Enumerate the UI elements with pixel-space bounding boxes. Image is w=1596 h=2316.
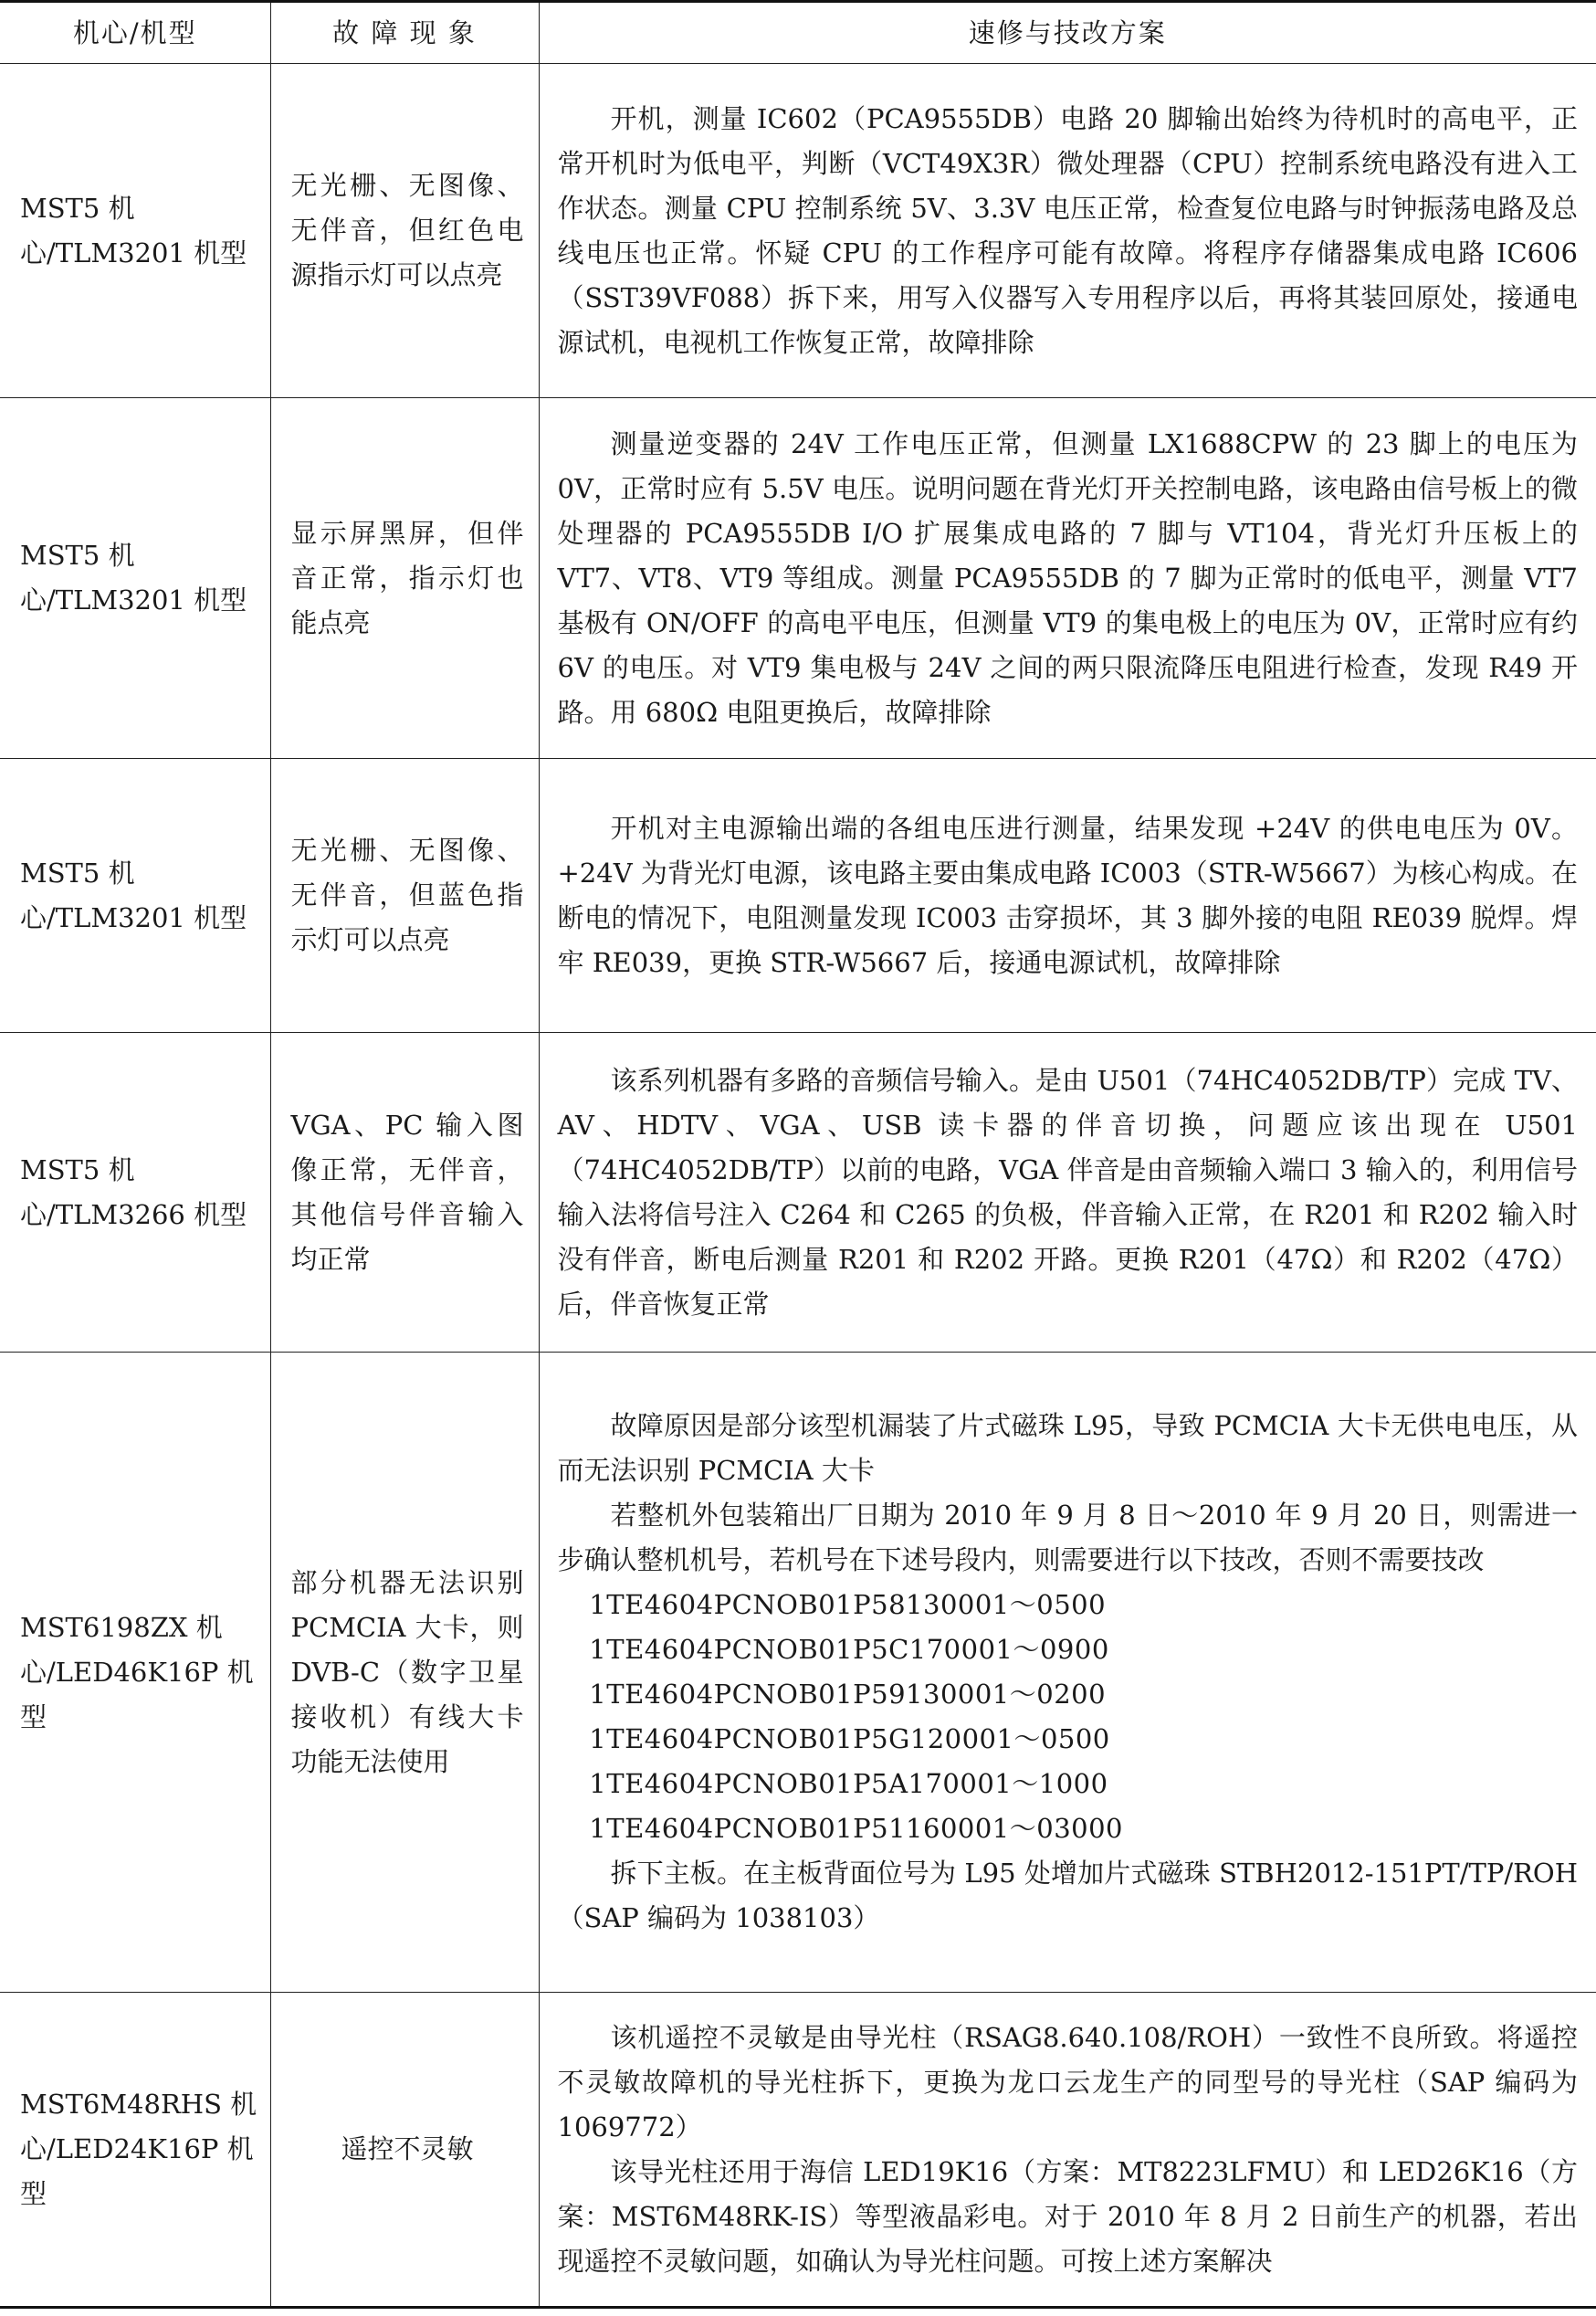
solution-paragraph: 测量逆变器的 24V 工作电压正常，但测量 LX1688CPW 的 23 脚上的电压为 0V，正常时应有 5.5V 电压。说明问题在背光灯开关控制电路，该电路由信号板上的微处理器的 PCA9555DB I/O 扩展集成电路的 7 脚与 VT104，背光灯升压板上的 VT7、VT8、VT9 等组成。测量 PCA9555DB 的 7 脚为正常时的低电平，测量 VT7 基极有 ON/OFF 的高电平电压，但测量 VT9 的集电极上的电压为 0V，正常时应有约 6V 的电压。对 VT9 集电极与 24V 之间的两只限流降压电阻进行检查，发现 R49 开路。用 680Ω 电阻更换后，故障排除 [557, 427, 1578, 728]
model-cell: MST6198ZX 机心/LED46K16P 机型 [0, 1353, 270, 1993]
solution-paragraph: 拆下主板。在主板背面位号为 L95 处增加片式磁珠 STBH2012-151PT/TP/ROH（SAP 编码为 1038103） [557, 1858, 1578, 1933]
solution-paragraph: 开机对主电源输出端的各组电压进行测量，结果发现 +24V 的供电电压为 0V。+24V 为背光灯电源，该电路主要由集成电路 IC003（STR-W5667）为核心构成。在断电的情况下，电阻测量发现 IC003 击穿损坏，其 3 脚外接的电阻 RE039 脱焊。焊牢 RE039，更换 STR-W5667 后，接通电源试机，故障排除 [557, 812, 1578, 978]
solution-paragraph: 该系列机器有多路的音频信号输入。是由 U501（74HC4052DB/TP）完成 TV、AV、HDTV、VGA、USB 读卡器的伴音切换，问题应该出现在 U501（74HC4052DB/TP）以前的电路，VGA 伴音是由音频输入端口 3 输入的，利用信号输入法将信号注入 C264 和 C265 的负极，伴音输入正常，在 R201 和 R202 输入时没有伴音，断电后测量 R201 和 R202 开路。更换 R201（47Ω）和 R202（47Ω）后，伴音恢复正常 [557, 1064, 1578, 1320]
table-row [0, 1353, 1596, 1993]
model-cell: MST5 机心/TLM3201 机型 [0, 64, 270, 398]
table-row [0, 1993, 1596, 2308]
table-row [0, 398, 1596, 759]
fault-cell: 遥控不灵敏 [270, 1993, 539, 2308]
fault-cell: 显示屏黑屏，但伴音正常，指示灯也能点亮 [270, 398, 539, 759]
header-solution: 速修与技改方案 [539, 2, 1596, 64]
solution-cell [539, 398, 1596, 759]
solution-paragraph: 故障原因是部分该型机漏装了片式磁珠 L95，导致 PCMCIA 大卡无供电电压，从而无法识别 PCMCIA 大卡 [557, 1410, 1578, 1486]
solution-cell [539, 1353, 1596, 1993]
serial-range: 1TE4604PCNOB01P5C170001～0900 [589, 1634, 1109, 1665]
serial-range: 1TE4604PCNOB01P5G120001～0500 [589, 1723, 1110, 1754]
solution-paragraph: 开机，测量 IC602（PCA9555DB）电路 20 脚输出始终为待机时的高电平，正常开机时为低电平，判断（VCT49X3R）微处理器（CPU）控制系统电路没有进入工作状态。测量 CPU 控制系统 5V、3.3V 电压正常，检查复位电路与时钟振荡电路及总线电压也正常。怀疑 CPU 的工作程序可能有故障。将程序存储器集成电路 IC606（SST39VF088）拆下来，用写入仪器写入专用程序以后，再将其装回原处，接通电源试机，电视机工作恢复正常，故障排除 [557, 102, 1578, 358]
solution-paragraph: 该导光柱还用于海信 LED19K16（方案：MT8223LFMU）和 LED26K16（方案：MST6M48RK-IS）等型液晶彩电。对于 2010 年 8 月 2 日前生产的机器，若出现遥控不灵敏问题，如确认为导光柱问题。可按上述方案解决 [557, 2155, 1578, 2277]
header-fault: 故 障 现 象 [270, 2, 539, 64]
table-header-row [0, 2, 1596, 64]
fault-cell: 无光栅、无图像、无伴音，但蓝色指示灯可以点亮 [270, 759, 539, 1033]
serial-range: 1TE4604PCNOB01P5A170001～1000 [589, 1768, 1108, 1799]
solution-cell [539, 1033, 1596, 1353]
serial-range: 1TE4604PCNOB01P58130001～0500 [589, 1589, 1107, 1620]
serial-range: 1TE4604PCNOB01P59130001～0200 [589, 1679, 1107, 1710]
fault-cell: 无光栅、无图像、无伴音，但红色电源指示灯可以点亮 [270, 64, 539, 398]
serial-range: 1TE4604PCNOB01P51160001～03000 [589, 1813, 1123, 1844]
model-cell: MST5 机心/TLM3266 机型 [0, 1033, 270, 1353]
solution-cell [539, 64, 1596, 398]
table-row [0, 1033, 1596, 1353]
header-model: 机心/机型 [0, 2, 270, 64]
solution-paragraph: 若整机外包装箱出厂日期为 2010 年 9 月 8 日～2010 年 9 月 20 日，则需进一步确认整机机号，若机号在下述号段内，则需要进行以下技改，否则不需要技改 [557, 1500, 1578, 1575]
solution-cell [539, 759, 1596, 1033]
model-cell: MST5 机心/TLM3201 机型 [0, 398, 270, 759]
table-row [0, 759, 1596, 1033]
model-cell: MST6M48RHS 机心/LED24K16P 机型 [0, 1993, 270, 2308]
fault-cell: VGA、PC 输入图像正常，无伴音，其他信号伴音输入均正常 [270, 1033, 539, 1353]
solution-paragraph: 该机遥控不灵敏是由导光柱（RSAG8.640.108/ROH）一致性不良所致。将遥控不灵敏故障机的导光柱拆下，更换为龙口云龙生产的同型号的导光柱（SAP 编码为 1069772） [557, 2021, 1578, 2142]
solution-cell [539, 1993, 1596, 2308]
fault-cell: 部分机器无法识别 PCMCIA 大卡，则 DVB-C（数字卫星接收机）有线大卡功能无法使用 [270, 1353, 539, 1993]
model-cell: MST5 机心/TLM3201 机型 [0, 759, 270, 1033]
table-row [0, 64, 1596, 398]
